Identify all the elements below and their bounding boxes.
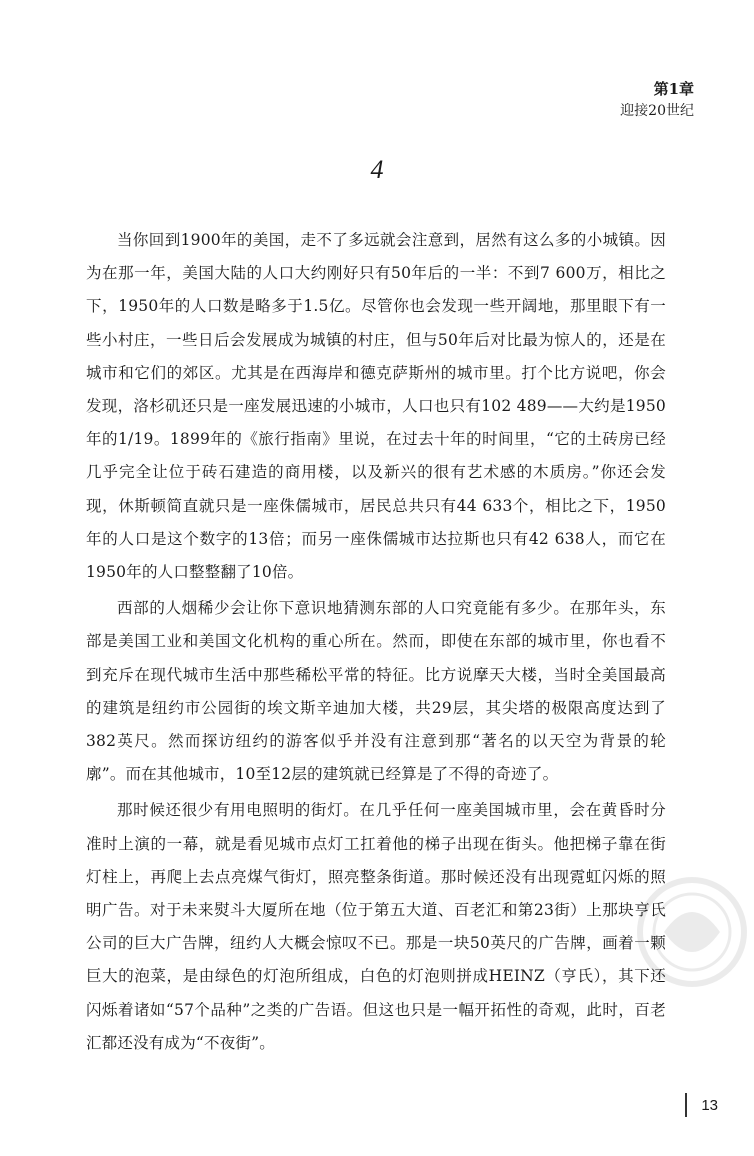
body-text xyxy=(86,224,666,1060)
chapter-header xyxy=(620,78,694,122)
paragraph: 西部的人烟稀少会让你下意识地猜测东部的人口究竟能有多少。在那年头，东部是美国工业和美国文化机构的重心所在。然而，即使在东部的城市里，你也看不到充斥在现代城市生活中那些稀松平常的特征。比方说摩天大楼，当时全美国最高的建筑是纽约市公园街的埃文斯辛迪加大楼，共29层，其尖塔的极限高度达到了382英尺。然而探访纽约的游客似乎并没有注意到那“著名的以天空为背景的轮廓”。而在其他城市，10至12层的建筑就已经算是了不得的奇迹了。 xyxy=(86,599,666,784)
paragraph: 那时候还很少有用电照明的街灯。在几乎任何一座美国城市里，会在黄昏时分准时上演的一幕，就是看见城市点灯工扛着他的梯子出现在街头。他把梯子靠在街灯柱上，再爬上去点亮煤气街灯，照亮整条街道。那时候还没有出现霓虹闪烁的照明广告。对于未来熨斗大厦所在地（位于第五大道、百老汇和第23街）上那块亨氏公司的巨大广告牌，纽约人大概会惊叹不已。那是一块50英尺的广告牌，画着一颗巨大的泡菜，是由绿色的灯泡所组成，白色的灯泡则拼成HEINZ（亨氏），其下还闪烁着诸如“57个品种”之类的广告语。但这也只是一幅开拓性的奇观，此时，百老汇都还没有成为“不夜街”。 xyxy=(86,801,666,1052)
page-footer xyxy=(685,1093,718,1117)
paragraph: 当你回到1900年的美国，走不了多远就会注意到，居然有这么多的小城镇。因为在那一年，美国大陆的人口大约刚好只有50年后的一半：不到7 600万，相比之下，1950年的人口数是略多于1.5亿。尽管你也会发现一些开阔地，那里眼下有一些小村庄，一些日后会发展成为城镇的村庄，但与50年后对比最为惊人的，还是在城市和它们的郊区。尤其是在西海岸和德克萨斯州的城市里。打个比方说吧，你会发现，洛杉矶还只是一座发展迅速的小城市，人口也只有102 489——大约是1950年的1/19。1899年的《旅行指南》里说，在过去十年的时间里，“它的土砖房已经几乎完全让位于砖石建造的商用楼，以及新兴的很有艺术感的木质房。”你还会发现，休斯顿简直就只是一座侏儒城市，居民总共只有44 633个，相比之下，1950年的人口是这个数字的13倍；而另一座侏儒城市达拉斯也只有42 638人，而它在1950年的人口整整翻了10倍。 xyxy=(86,231,666,582)
section-number: 4 xyxy=(370,155,384,184)
footer-rule xyxy=(685,1093,687,1117)
page-number: 13 xyxy=(701,1096,718,1114)
chapter-title: 迎接20世纪 xyxy=(620,103,694,119)
chapter-number: 第1章 xyxy=(653,80,694,98)
